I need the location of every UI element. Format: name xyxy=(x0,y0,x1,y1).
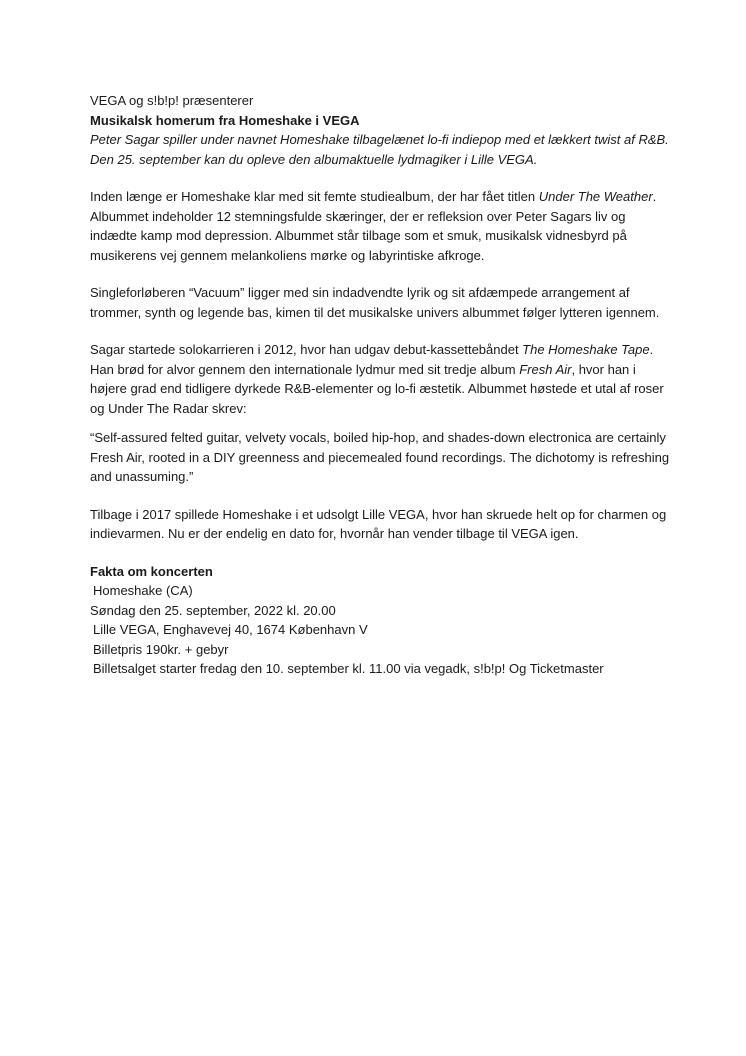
facts-venue: Lille VEGA, Enghavevej 40, 1674 København V xyxy=(93,622,368,637)
headline: Musikalsk homerum fra Homeshake i VEGA xyxy=(90,112,360,128)
facts-price: Billetpris 190kr. + gebyr xyxy=(93,641,229,657)
facts-artist: Homeshake (CA) xyxy=(93,583,193,598)
album-title: Under The Weather xyxy=(538,189,653,204)
album-description-paragraph: Albummet indeholder 12 stemningsfulde skæringer, der er refleksion over Peter Sagars liv og indædte kamp mod depression. Albummet står tilbage som et smuk, musikalsk vidnesbyrd på musikerens vej gennem melankoliens mørke og labyrintiske afkroge. xyxy=(90,208,627,263)
facts-heading: Fakta om koncerten xyxy=(90,563,213,579)
career-text-2: . Han brød for alvor gennem den internationale lydmur med sit tredje album xyxy=(90,342,654,377)
album-text-before: Inden længe er Homeshake klar med sit femte studiealbum, der har fået titlen xyxy=(90,189,539,204)
tape-title: The Homeshake Tape xyxy=(522,342,650,357)
single-paragraph: Singleforløberen “Vacuum” ligger med sin indadvendte lyrik og sit afdæmpede arrangement af trommer, synth og legende bas, kimen til det musikalske univers albummet følger lytteren igennem. xyxy=(90,285,660,320)
review-quote: “Self-assured felted guitar, velvety vocals, boiled hip-hop, and shades-down electronica are certainly Fresh Air, rooted in a DIY greenness and piecemealed found recordings. The dichotomy is refreshing and unassuming.” xyxy=(90,430,670,484)
intro-paragraph: Peter Sagar spiller under navnet Homeshake tilbagelænet lo-fi indiepop med et lækkert twist af R&B. Den 25. september kan du opleve den albumaktuelle lydmagiker i Lille VEGA. xyxy=(90,132,669,167)
fresh-air-title: Fresh Air xyxy=(519,361,572,377)
album-text-after: . xyxy=(652,189,657,204)
career-text-3: , hvor han i højere grad end tidligere dyrkede R&B-elementer og lo-fi æstetik. Albummet høstede et utal af roser og Under The Radar skrev: xyxy=(90,361,664,416)
return-paragraph: Tilbage i 2017 spillede Homeshake i et udsolgt Lille VEGA, hvor han skruede helt op for charmen og indievarmen. Nu er der endelig en dato for, hvornår han vender tilbage til VEGA igen. xyxy=(90,506,667,541)
career-paragraph xyxy=(90,340,670,418)
press-release xyxy=(90,91,670,679)
facts-date: Søndag den 25. september, 2022 kl. 20.00 xyxy=(90,602,336,618)
presenter-line: VEGA og s!b!p! præsenterer xyxy=(90,93,254,108)
album-paragraph xyxy=(90,187,670,207)
facts-ticket-sale: Billetsalget starter fredag den 10. september kl. 11.00 via vegadk, s!b!p! Og Ticketmaster xyxy=(93,661,604,676)
career-text-1: Sagar startede solokarrieren i 2012, hvor han udgav debut-kassettebåndet xyxy=(90,342,523,357)
